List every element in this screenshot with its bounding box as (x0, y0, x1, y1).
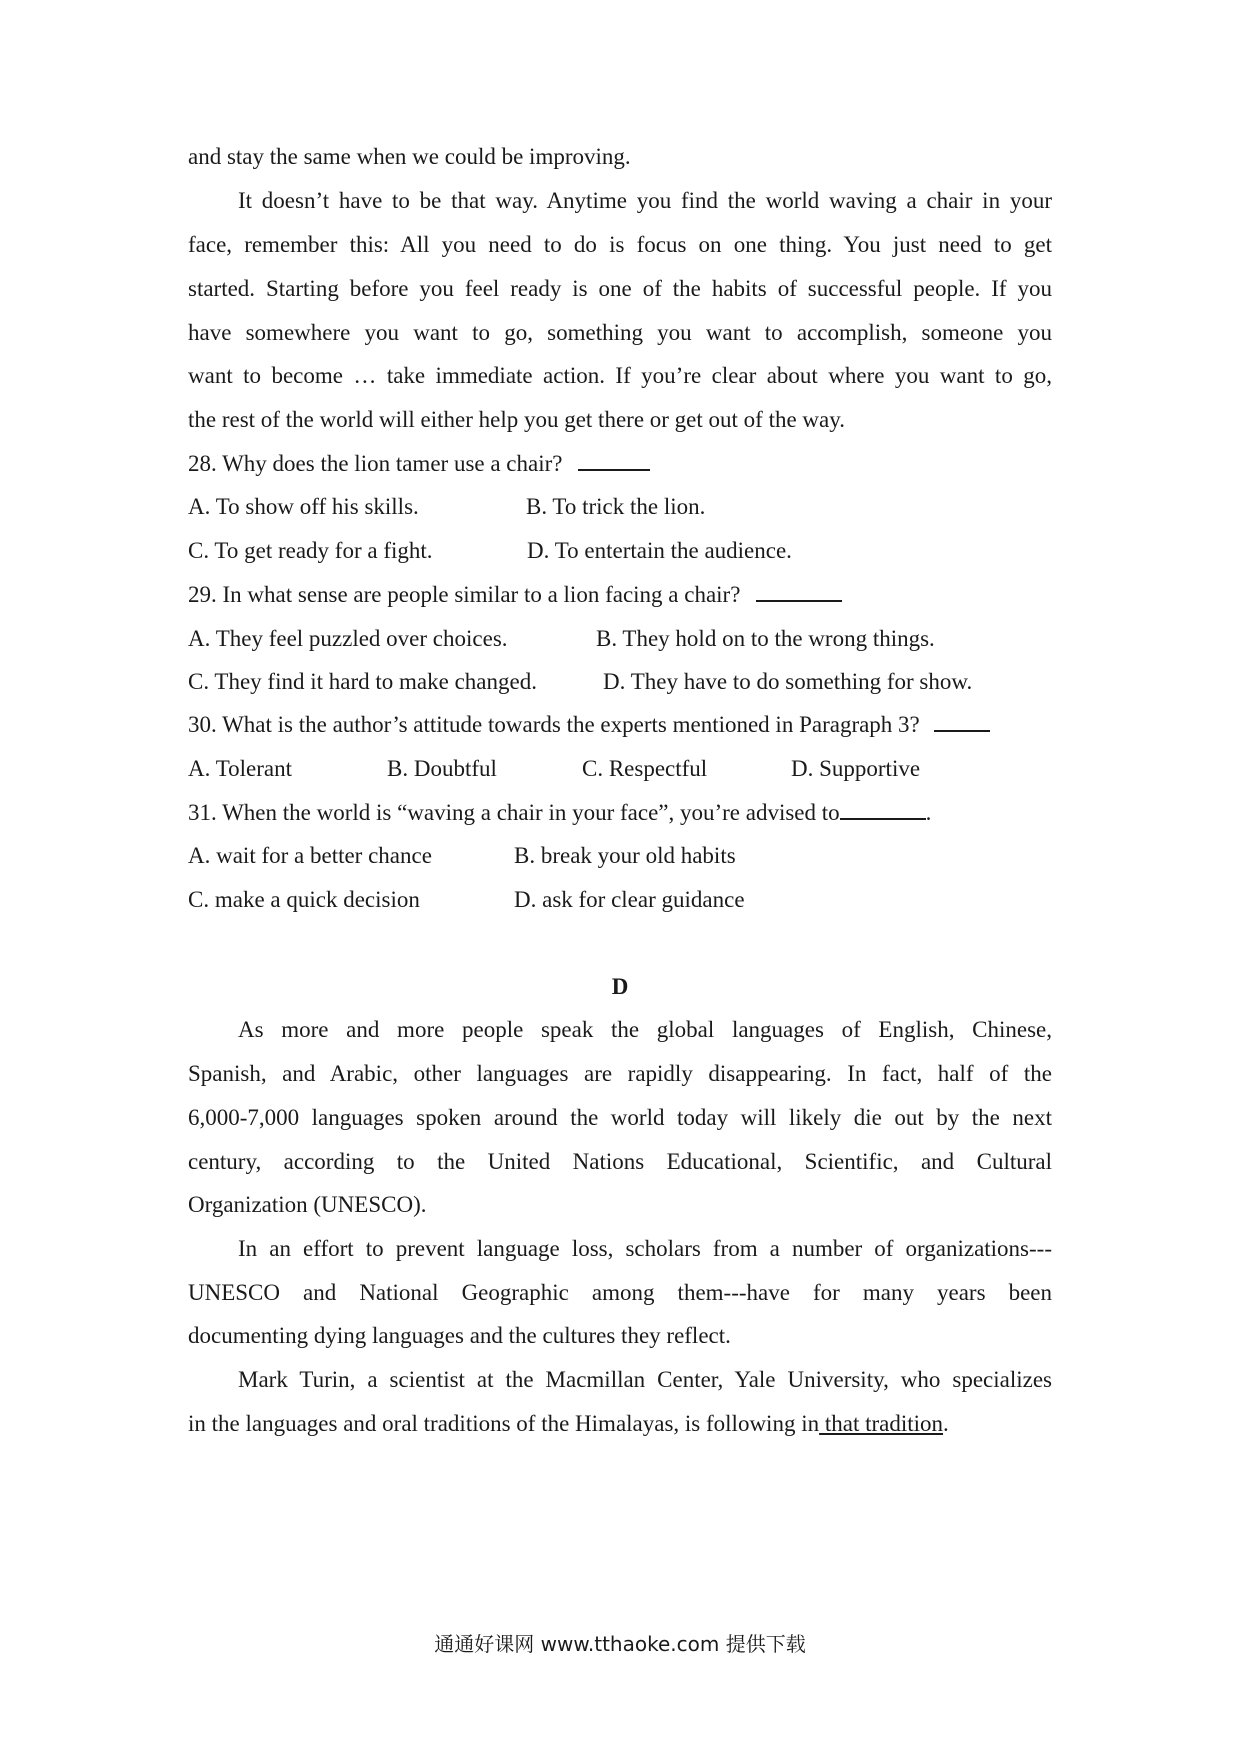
question-30-stem (188, 710, 1052, 740)
option-d: D. They have to do something for show. (603, 669, 973, 694)
page-footer: 通通好课网 www.tthaoke.com 提供下载 (434, 1632, 806, 1656)
passage-d-p3-line (188, 1409, 1052, 1439)
passage-c-p2-line: the rest of the world will either help you get there or get out of the way. (188, 407, 846, 432)
passage-d-p1-line: 6,000-7,000 languages spoken around the world today will likely die out by the next (188, 1105, 1052, 1130)
option-d: D. ask for clear guidance (514, 887, 745, 912)
passage-text: in the languages and oral traditions of the Himalayas, is following in (188, 1411, 820, 1436)
option-d: D. Supportive (791, 756, 921, 781)
option-a: A. Tolerant (188, 756, 292, 781)
answer-blank (578, 449, 650, 471)
passage-d-p1-line: Spanish, and Arabic, other languages are rapidly disappearing. In fact, half of the (188, 1061, 1052, 1086)
passage-c-p2-line: started. Starting before you feel ready is one of the habits of successful people. If you (188, 276, 1052, 301)
passage-text: . (943, 1411, 949, 1436)
passage-d-p2-line: documenting dying languages and the cultures they reflect. (188, 1323, 731, 1348)
option-d: D. To entertain the audience. (527, 538, 792, 563)
passage-c-p2-line: want to become … take immediate action. If you’re clear about where you want to go, (188, 363, 1052, 388)
passage-c-p2-line: have somewhere you want to go, something you want to accomplish, someone you (188, 320, 1052, 345)
option-c: C. They find it hard to make changed. (188, 669, 537, 694)
answer-blank (840, 798, 926, 820)
question-29-stem (188, 580, 1052, 610)
option-a: A. To show off his skills. (188, 494, 419, 519)
option-c: C. Respectful (582, 756, 708, 781)
question-stem-text: 29. In what sense are people similar to a lion facing a chair? (188, 582, 741, 607)
option-b: B. They hold on to the wrong things. (596, 626, 935, 651)
option-b: B. To trick the lion. (526, 494, 706, 519)
question-stem-end: . (925, 800, 932, 825)
passage-d-p1-line: century, according to the United Nations Educational, Scientific, and Cultural (188, 1149, 1052, 1174)
option-c: C. To get ready for a fight. (188, 538, 433, 563)
answer-blank (934, 710, 990, 732)
passage-c-p2-line: It doesn’t have to be that way. Anytime you find the world waving a chair in your (238, 188, 1052, 213)
passage-c-p2-line: face, remember this: All you need to do is focus on one thing. You just need to get (188, 232, 1052, 257)
option-a: A. They feel puzzled over choices. (188, 626, 508, 651)
passage-d-p2-line: UNESCO and National Geographic among them---have for many years been (188, 1280, 1052, 1305)
passage-d-p1-line: As more and more people speak the global languages of English, Chinese, (238, 1017, 1052, 1042)
underlined-phrase: that tradition (819, 1411, 944, 1436)
question-stem-text: 31. When the world is “waving a chair in your face”, you’re advised to (188, 800, 840, 825)
passage-c-paragraph-end: and stay the same when we could be improving. (188, 144, 631, 169)
option-a: A. wait for a better chance (188, 843, 432, 868)
question-31-stem (188, 798, 1052, 828)
option-c: C. make a quick decision (188, 887, 420, 912)
question-28-stem (188, 449, 1052, 479)
passage-d-p3-line: Mark Turin, a scientist at the Macmillan Center, Yale University, who specializes (238, 1367, 1052, 1392)
question-stem-text: 28. Why does the lion tamer use a chair? (188, 451, 563, 476)
option-b: B. break your old habits (514, 843, 736, 868)
question-stem-text: 30. What is the author’s attitude towards the experts mentioned in Paragraph 3? (188, 712, 920, 737)
passage-d-p1-line: Organization (UNESCO). (188, 1192, 427, 1217)
answer-blank (756, 580, 842, 602)
section-heading: D (611, 974, 629, 999)
passage-d-p2-line: In an effort to prevent language loss, scholars from a number of organizations--- (238, 1236, 1052, 1261)
option-b: B. Doubtful (387, 756, 497, 781)
